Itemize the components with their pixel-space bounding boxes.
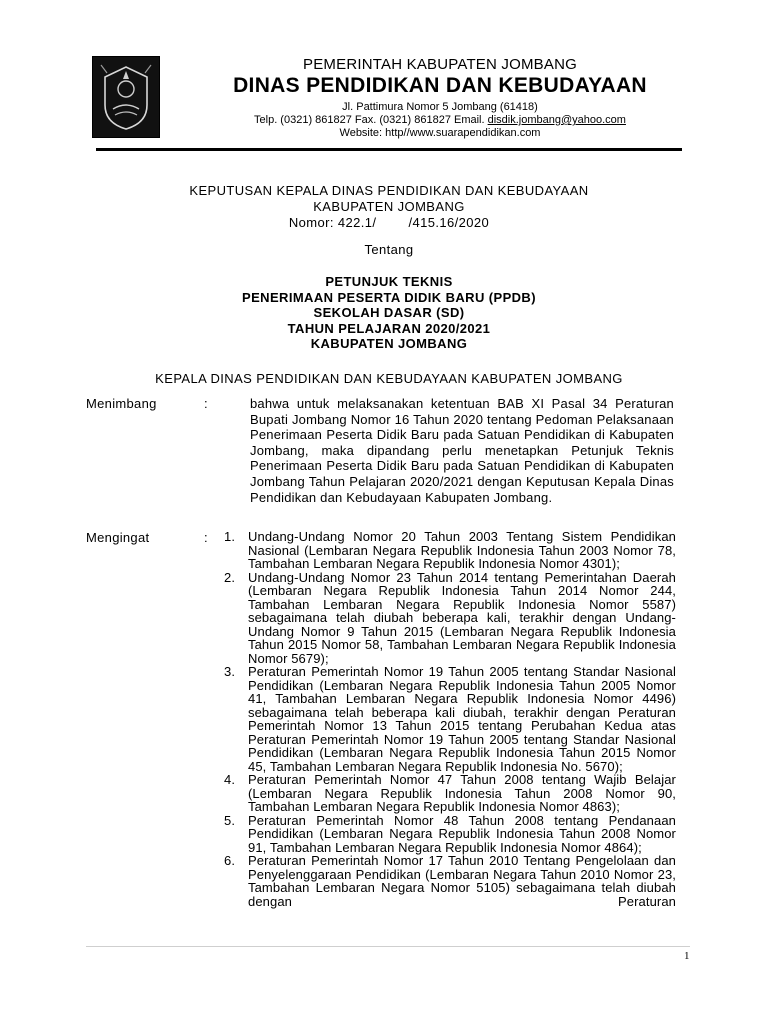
decree-title-line1: PETUNJUK TEKNIS (325, 274, 453, 289)
list-item (224, 854, 676, 908)
decree-title-line4: TAHUN PELAJARAN 2020/2021 (287, 320, 491, 336)
decree-title-line2: PENERIMAAN PESERTA DIDIK BARU (PPDB) (242, 289, 536, 305)
issuing-official: KEPALA DINAS PENDIDIKAN DAN KEBUDAYAAN KABUPATEN JOMBANG (155, 371, 623, 386)
list-item (224, 665, 676, 773)
mengingat-colon: : (204, 530, 208, 545)
list-item-number: 4. (224, 772, 236, 787)
list-item-text: Peraturan Pemerintah Nomor 48 Tahun 2008 tentang Pendanaan Pendidikan (Lembaran Negara Republik Indonesia Tahun 2008 Nomor 91, Tambahan Lembaran Negara Republik Indonesia Nomor 4864); (248, 812, 676, 855)
menimbang-colon: : (204, 396, 208, 411)
list-item (224, 773, 676, 814)
menimbang-label: Menimbang (86, 396, 157, 411)
list-item-text: Undang-Undang Nomor 23 Tahun 2014 tentang Pemerintahan Daerah (Lembaran Negara Republik Indonesia Tahun 2014 Nomor 244, Tambahan Lembaran Negara Republik Indonesia Nomor 5587) sebagaimana telah diubah beberapa kali, terakhir dengan Undang-Undang Nomor 9 Tahun 2015 (Lembaran Negara Republik Indonesia Tahun 2015 Nomor 58, Tambahan Lembaran Negara Republik Indonesia Nomor 5679); (248, 569, 676, 666)
mengingat-list (224, 530, 676, 908)
email-link[interactable]: disdik.jombang@yahoo.com (487, 114, 626, 126)
menimbang-row (86, 396, 206, 412)
list-item-number: 6. (224, 853, 236, 868)
list-item-number: 5. (224, 812, 236, 828)
mengingat-row (86, 530, 206, 546)
mengingat-label: Mengingat (86, 530, 150, 545)
footer-divider (86, 946, 690, 947)
list-item (224, 530, 676, 571)
decree-heading (96, 183, 682, 231)
letterhead (190, 56, 690, 140)
list-item-text: Peraturan Pemerintah Nomor 47 Tahun 2008 tentang Wajib Belajar (Lembaran Negara Republik Indonesia Tahun 2008 Nomor 90, Tambahan Lembaran Negara Republik Indonesia Nomor 4863); (248, 772, 676, 814)
decree-title-line3: SEKOLAH DASAR (SD) (313, 305, 465, 320)
agency-address: Jl. Pattimura Nomor 5 Jombang (61418) (342, 101, 538, 113)
list-item-number: 3. (224, 664, 236, 679)
contact-phone-fax: Telp. (0321) 861827 Fax. (0321) 861827 Email. (254, 114, 488, 126)
coat-of-arms-icon (93, 57, 159, 137)
decree-title (96, 274, 682, 352)
list-item-text: Peraturan Pemerintah Nomor 17 Tahun 2010 Tentang Pengelolaan dan Penyelenggaraan Pendidikan (Lembaran Negara Tahun 2010 Nomor 23, Tambahan Lembaran Negara Nomor 5105) sebagaimana telah diubah dengan Peraturan (248, 853, 676, 909)
decree-title-line5: KABUPATEN JOMBANG (310, 336, 468, 351)
list-item (224, 571, 676, 666)
list-item-number: 1. (224, 529, 236, 544)
letterhead-divider (96, 148, 682, 151)
agency-name: DINAS PENDIDIKAN DAN KEBUDAYAAN (233, 74, 647, 97)
list-item-number: 2. (224, 569, 236, 585)
list-item-text: Undang-Undang Nomor 20 Tahun 2003 Tentang Sistem Pendidikan Nasional (Lembaran Negara Republik Indonesia Tahun 2003 Nomor 78, Tambahan Lembaran Negara Republik Indonesia Nomor 4301); (248, 529, 676, 571)
decree-heading-line1: KEPUTUSAN KEPALA DINAS PENDIDIKAN DAN KEBUDAYAAN (189, 183, 589, 198)
regency-logo (92, 56, 160, 138)
government-name: PEMERINTAH KABUPATEN JOMBANG (303, 56, 577, 73)
agency-contact (190, 114, 690, 127)
decree-number: Nomor: 422.1/ /415.16/2020 (288, 215, 490, 230)
agency-website[interactable]: Website: http//www.suarapendidikan.com (339, 127, 541, 139)
list-item (224, 814, 676, 855)
decree-heading-line2: KABUPATEN JOMBANG (313, 199, 465, 214)
decree-about: Tentang (364, 242, 414, 257)
list-item-text: Peraturan Pemerintah Nomor 19 Tahun 2005 tentang Standar Nasional Pendidikan (Lembaran Negara Republik Indonesia Tahun 2005 Nomor 41, Tambahan Lembaran Negara Republik Indonesia Nomor 4496) sebagaimana telah beberapa kali diubah, terakhir dengan Peraturan Pemerintah Nomor 13 Tahun 2015 tentang Perubahan Kedua atas Peraturan Pemerintah Nomor 19 Tahun 2005 tentang Standar Nasional Pendidikan (Lembaran Negara Republik Indonesia Tahun 2015 Nomor 45, Tambahan Lembaran Negara Republik Indonesia No. 5670); (248, 664, 676, 774)
menimbang-text: bahwa untuk melaksanakan ketentuan BAB XI Pasal 34 Peraturan Bupati Jombang Nomor 16 Tahun 2020 tentang Pedoman Pelaksanaan Penerimaan Peserta Didik Baru pada Satuan Pendidikan di Kabupaten Jombang, maka dipandang perlu menetapkan Petunjuk Teknis Penerimaan Peserta Didik Baru pada Satuan Pendidikan di Kabupaten Jombang Tahun Pelajaran 2020/2021 dengan Keputusan Kepala Dinas Pendidikan dan Kebudayaan Kabupaten Jombang. (250, 396, 674, 505)
page-number: 1 (684, 950, 690, 962)
